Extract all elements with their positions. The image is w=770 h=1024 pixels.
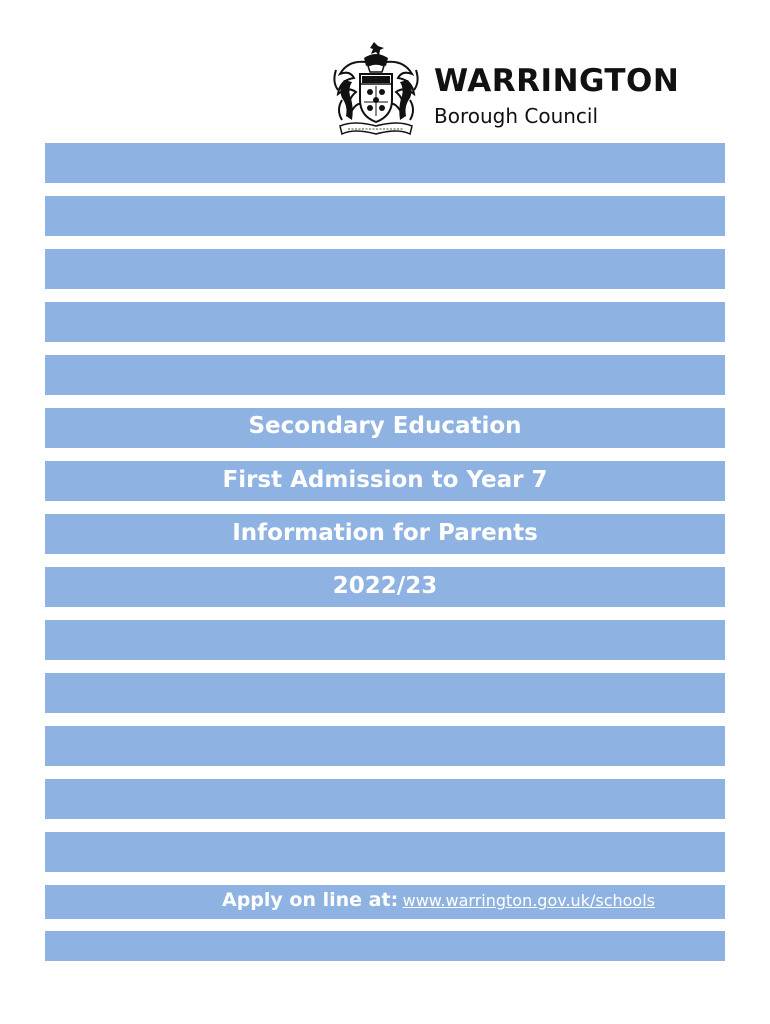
band-heading (45, 408, 725, 448)
band-5 (45, 355, 725, 395)
warrington-crest-icon (330, 40, 422, 138)
band-subheading (45, 461, 725, 501)
apply-online-line (222, 891, 655, 910)
band-16 (45, 931, 725, 961)
council-subtitle: Borough Council (434, 104, 599, 128)
cover-subheading: First Admission to Year 7 (222, 467, 548, 493)
cover-heading: Secondary Education (248, 413, 522, 439)
band-year (45, 567, 725, 607)
band-12 (45, 726, 725, 766)
apply-url-link[interactable]: www.warrington.gov.uk/schools (402, 891, 655, 910)
council-name: WARRINGTON (434, 63, 680, 99)
cover-audience: Information for Parents (232, 520, 538, 546)
band-apply (45, 885, 725, 919)
band-audience (45, 514, 725, 554)
band-14 (45, 832, 725, 872)
band-10 (45, 620, 725, 660)
cover-year: 2022/23 (332, 573, 438, 599)
band-11 (45, 673, 725, 713)
band-13 (45, 779, 725, 819)
band-4 (45, 302, 725, 342)
band-2 (45, 196, 725, 236)
band-1 (45, 143, 725, 183)
apply-label: Apply on line at: (222, 889, 399, 911)
band-3 (45, 249, 725, 289)
council-logo (330, 40, 730, 140)
